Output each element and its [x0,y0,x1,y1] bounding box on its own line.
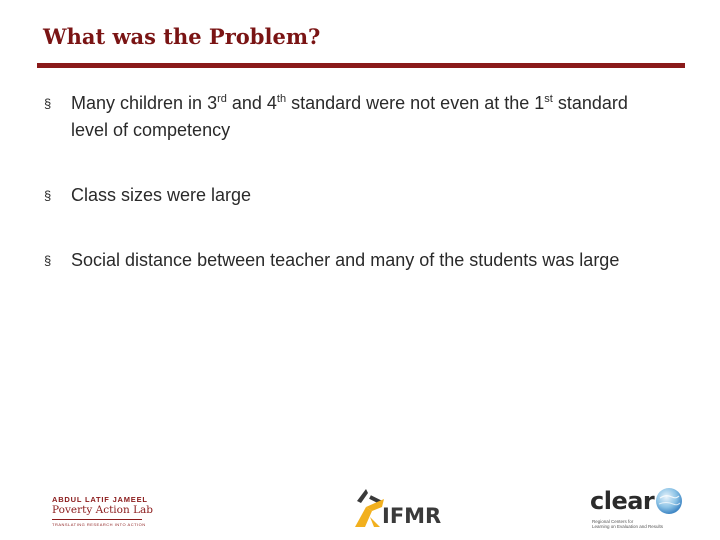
title-divider [37,63,685,68]
jpal-logo-tagline: TRANSLATING RESEARCH INTO ACTION [52,522,146,527]
jpal-logo-rule [52,519,142,520]
globe-icon [654,486,684,516]
bullet-item [44,90,664,144]
bullet-item [44,182,664,209]
jpal-logo-name: Poverty Action Lab [52,504,154,516]
bullet-marker: § [44,96,52,111]
bullet-text: Class sizes were large [71,185,252,205]
jpal-logo-top: ABDUL LATIF JAMEEL [52,495,148,504]
ifmr-logo [352,487,456,533]
jpal-logo [52,495,152,527]
slide-title: What was the Problem? [43,24,321,49]
bullet-list [44,90,664,274]
bullet-item [44,247,664,274]
ifmr-logo-name: IFMR [382,504,442,528]
bullet-text: Social distance between teacher and many of the students was large [71,250,620,270]
clear-logo-name: clear [590,487,655,515]
bullet-text: Many children in 3rd and 4th standard were not even at the 1st standard level of competency [71,93,628,140]
bullet-marker: § [44,253,52,268]
bullet-marker: § [44,188,52,203]
clear-logo-tagline: Regional Centers for Learning on Evaluation and Results [592,519,664,529]
clear-logo [590,486,686,536]
